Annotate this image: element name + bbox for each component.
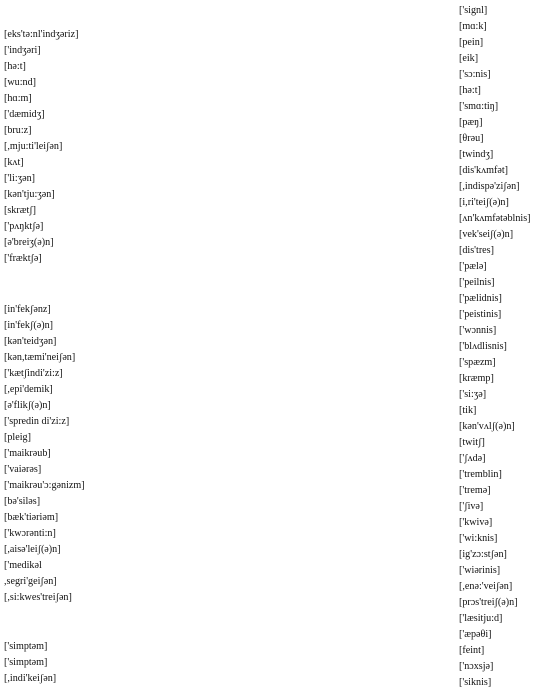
- right-column: [459, 2, 537, 690]
- pronunciation-entry: [ʌn'kʌmfətəblnis]: [459, 212, 531, 224]
- pronunciation-entry: [in'fekʃ(ə)n]: [4, 319, 54, 331]
- pronunciation-entry: [vek'seiʃ(ə)n]: [459, 228, 514, 240]
- pronunciation-entry: ['kwɔrənti:n]: [4, 527, 56, 539]
- pronunciation-entry: [twindʒ]: [459, 148, 494, 160]
- pronunciation-entry: ['tremə]: [459, 484, 491, 496]
- pronunciation-entry: [kʌt]: [4, 156, 24, 168]
- pronunciation-entry: ['pælidnis]: [459, 292, 502, 304]
- left-column-group-1: [4, 26, 85, 266]
- pronunciation-entry: [ig'zɔ:stʃən]: [459, 548, 507, 560]
- pronunciation-entry: ['blʌdlisnis]: [459, 340, 507, 352]
- pronunciation-entry: [θrəu]: [459, 132, 484, 144]
- pronunciation-entry: [skrætʃ]: [4, 204, 37, 216]
- pronunciation-entry: ['si:ʒə]: [459, 388, 487, 400]
- pronunciation-entry: ['simptəm]: [4, 656, 48, 668]
- left-column-group-2: [4, 301, 92, 605]
- pronunciation-entry: ['peilnis]: [459, 276, 495, 288]
- pronunciation-entry: [kən'teidʒən]: [4, 335, 57, 347]
- pronunciation-entry: [,si:kwes'treiʃən]: [4, 591, 72, 603]
- pronunciation-entry: ['vaiərəs]: [4, 463, 42, 475]
- pronunciation-entry: ,segri'geiʃən]: [4, 575, 57, 587]
- pronunciation-entry: ['peistinis]: [459, 308, 502, 320]
- pronunciation-entry: [hə:t]: [4, 60, 26, 72]
- pronunciation-entry: [in'fekʃənz]: [4, 303, 51, 315]
- pronunciation-entry: [bæk'tiəriəm]: [4, 511, 59, 523]
- pronunciation-entry: ['kætʃindi'zi:z]: [4, 367, 63, 379]
- pronunciation-entry: ['læsitju:d]: [459, 612, 503, 624]
- pronunciation-entry: [pleig]: [4, 431, 31, 443]
- pronunciation-entry: [pein]: [459, 36, 484, 48]
- pronunciation-entry: ['wiərinis]: [459, 564, 501, 576]
- pronunciation-entry: [eik]: [459, 52, 479, 64]
- pronunciation-entry: [,indi'keiʃən]: [4, 672, 57, 684]
- pronunciation-entry: [twitʃ]: [459, 436, 485, 448]
- pronunciation-entry: ['maikrəu'ɔ:gənizm]: [4, 479, 85, 491]
- pronunciation-entry: ['signl]: [459, 4, 488, 16]
- pronunciation-entry: ['dæmidʒ]: [4, 108, 45, 120]
- pronunciation-entry: [kən'tju:ʒən]: [4, 188, 55, 200]
- pronunciation-entry: ['sɔ:nis]: [459, 68, 491, 80]
- pronunciation-entry: ['smɑ:tiŋ]: [459, 100, 499, 112]
- pronunciation-entry: ['fræktʃə]: [4, 252, 42, 264]
- pronunciation-entry: [i,ri'teiʃ(ə)n]: [459, 196, 509, 208]
- pronunciation-entry: [prɔs'treiʃ(ə)n]: [459, 596, 518, 608]
- pronunciation-entry: [,indispə'ziʃən]: [459, 180, 520, 192]
- pronunciation-entry: ['li:ʒən]: [4, 172, 36, 184]
- pronunciation-entry: ['spredin di'zi:z]: [4, 415, 70, 427]
- pronunciation-entry: [kən,tæmi'neiʃən]: [4, 351, 76, 363]
- pronunciation-entry: ['pʌŋktʃə]: [4, 220, 44, 232]
- pronunciation-entry: ['simptəm]: [4, 640, 48, 652]
- pronunciation-entry: [feint]: [459, 644, 485, 656]
- pronunciation-entry: [,mju:ti'leiʃən]: [4, 140, 63, 152]
- pronunciation-entry: [hə:t]: [459, 84, 481, 96]
- pronunciation-entry: ['medikəl: [4, 559, 42, 571]
- pronunciation-entry: ['siknis]: [459, 676, 492, 688]
- pronunciation-entry: ['spæzm]: [459, 356, 496, 368]
- pronunciation-entry: [bə'siləs]: [4, 495, 41, 507]
- pronunciation-entry: [ə'breiʒ(ə)n]: [4, 236, 54, 248]
- pronunciation-entry: [eks'tə:nl'indʒəriz]: [4, 28, 79, 40]
- pronunciation-entry: [kən'vʌlʃ(ə)n]: [459, 420, 515, 432]
- pronunciation-entry: ['pælə]: [459, 260, 487, 272]
- pronunciation-entry: [tik]: [459, 404, 477, 416]
- pronunciation-entry: [hɑ:m]: [4, 92, 32, 104]
- pronunciation-entry: [kræmp]: [459, 372, 494, 384]
- pronunciation-entry: [mɑ:k]: [459, 20, 487, 32]
- pronunciation-entry: ['kwivə]: [459, 516, 493, 528]
- pronunciation-entry: [,epi'demik]: [4, 383, 53, 395]
- pronunciation-entry: [,enə:'veiʃən]: [459, 580, 513, 592]
- pronunciation-entry: ['wi:knis]: [459, 532, 498, 544]
- pronunciation-entry: [bru:z]: [4, 124, 32, 136]
- left-column-group-3: [4, 638, 61, 686]
- pronunciation-entry: [ə'flikʃ(ə)n]: [4, 399, 51, 411]
- pronunciation-entry: ['maikrəub]: [4, 447, 51, 459]
- pronunciation-entry: ['wɔnnis]: [459, 324, 497, 336]
- pronunciation-entry: ['indʒəri]: [4, 44, 41, 56]
- pronunciation-entry: ['ʃivə]: [459, 500, 484, 512]
- pronunciation-entry: ['nɔxsjə]: [459, 660, 494, 672]
- pronunciation-entry: [wu:nd]: [4, 76, 37, 88]
- pronunciation-entry: [dis'tres]: [459, 244, 494, 256]
- pronunciation-entry: [pæŋ]: [459, 116, 483, 128]
- pronunciation-entry: ['tremblin]: [459, 468, 502, 480]
- pronunciation-entry: ['ʃʌdə]: [459, 452, 486, 464]
- pronunciation-entry: ['æpəθi]: [459, 628, 492, 640]
- pronunciation-entry: [,aisə'leiʃ(ə)n]: [4, 543, 61, 555]
- pronunciation-entry: [dis'kʌmfət]: [459, 164, 509, 176]
